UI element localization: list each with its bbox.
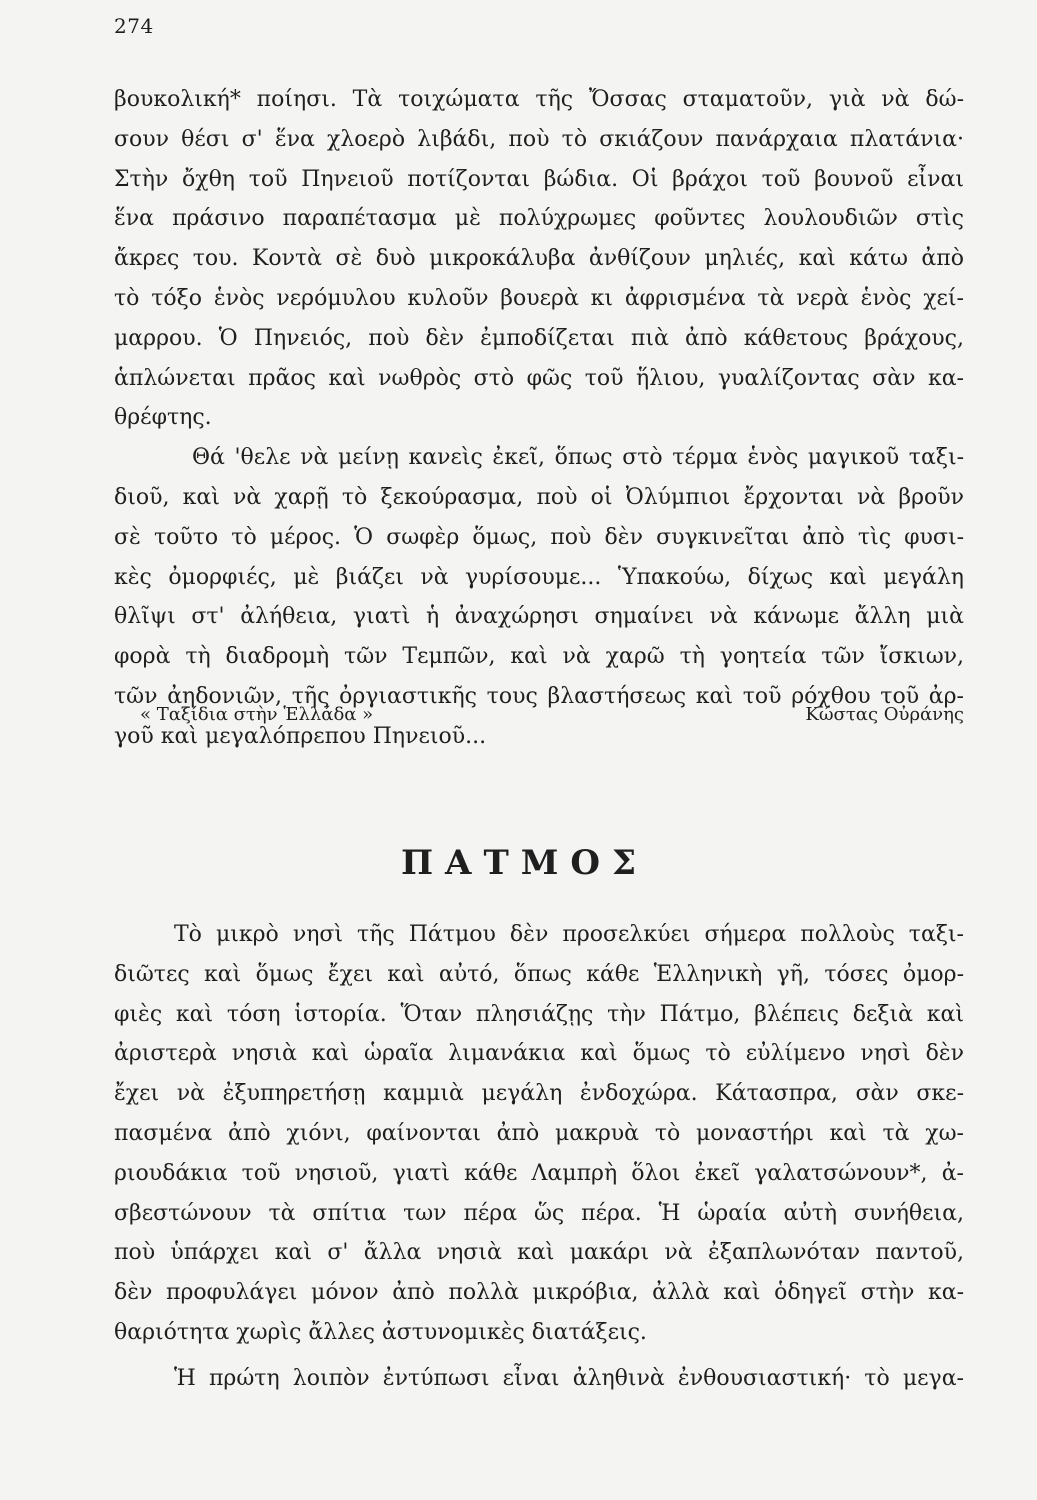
text-line: διῶτες καὶ ὅμως ἔχει καὶ αὐτό, ὅπως κάθε Ἑλληνικὴ γῆ, τόσες ὀμορ- [114,961,964,987]
text-line: γοῦ καὶ μεγαλόπρεπου Πηνειοῦ... [114,723,487,749]
attribution-author: Κώστας Οὐράνης [805,704,964,725]
text-line: πασμένα ἀπὸ χιόνι, φαίνονται ἀπὸ μακρυὰ τὸ μοναστήρι καὶ τὰ χω- [114,1120,964,1146]
text-line: ποὺ ὑπάρχει καὶ σ' ἄλλα νησιὰ καὶ μακάρι νὰ ἐξαπλωνόταν παντοῦ, [114,1240,964,1266]
text-line: δὲν προφυλάγει μόνον ἀπὸ πολλὰ μικρόβια, ἀλλὰ καὶ ὁδηγεῖ στὴν κα- [114,1280,964,1306]
text-line: τὸ τόξο ἑνὸς νερόμυλου κυλοῦν βουερὰ κι ἀφρισμένα τὰ νερὰ ἑνὸς χεί- [114,285,964,311]
text-line: φορὰ τὴ διαδρομὴ τῶν Τεμπῶν, καὶ νὰ χαρῶ τὴ γοητεία τῶν ἴσκιων, [114,644,964,670]
text-line: βουκολική* ποίησι. Τὰ τοιχώματα τῆς Ὄσσας σταματοῦν, γιὰ νὰ δώ- [114,87,964,112]
attribution-source: « Ταξίδια στὴν Ἑλλάδα » [140,704,374,725]
text-line: Τὸ μικρὸ νησὶ τῆς Πάτμου δὲν προσελκύει σήμερα πολλοὺς ταξι- [174,922,964,947]
text-line: θλῖψι στ' ἀλήθεια, γιατὶ ἡ ἀναχώρησι σημαίνει νὰ κάνωμε ἄλλη μιὰ [114,604,964,630]
section-1-text [114,80,964,757]
text-line: θαριότητα χωρὶς ἄλλες ἀστυνομικὲς διατάξεις. [114,1319,647,1345]
text-line: φιὲς καὶ τόση ἱστορία. Ὅταν πλησιάζῃς τὴν Πάτμο, βλέπεις δεξιὰ καὶ [114,1001,964,1027]
text-line: Ἡ πρώτη λοιπὸν ἐντύπωσι εἶναι ἀληθινὰ ἐνθουσιαστική· τὸ μεγα- [174,1365,964,1391]
text-line: μαρρου. Ὁ Πηνειός, ποὺ δὲν ἐμποδίζεται πιὰ ἀπὸ κάθετους βράχους, [114,325,964,351]
page-number: 274 [114,14,154,38]
text-line: ἕνα πράσινο παραπέτασμα μὲ πολύχρωμες φοῦντες λουλουδιῶν στὶς [114,206,964,232]
text-line: ἄκρες του. Κοντὰ σὲ δυὸ μικροκάλυβα ἀνθίζουν μηλιές, καὶ κάτω ἀπὸ [114,246,964,272]
text-line: ριουδάκια τοῦ νησιοῦ, γιατὶ κάθε Λαμπρὴ ὅλοι ἐκεῖ γαλατσώνουν*, ἀ- [114,1160,964,1186]
text-line: Θά 'θελε νὰ μείνῃ κανεὶς ἐκεῖ, ὅπως στὸ τέρμα ἑνὸς μαγικοῦ ταξι- [192,445,964,471]
text-line: ἔχει νὰ ἐξυπηρετήσῃ καμμιὰ μεγάλη ἐνδοχώρα. Κάτασπρα, σὰν σκε- [114,1081,964,1107]
text-line: σουν θέσι σ' ἕνα χλοερὸ λιβάδι, ποὺ τὸ σκιάζουν πανάρχαια πλατάνια· [114,126,964,152]
attribution [140,704,964,725]
section-title: ΠΑΤΜΟΣ [400,843,649,883]
text-line: κὲς ὀμορφιές, μὲ βιάζει νὰ γυρίσουμε... Ὑπακούω, δίχως καὶ μεγάλη [114,564,964,590]
text-line: διοῦ, καὶ νὰ χαρῇ τὸ ξεκούρασμα, ποὺ οἱ Ὀλύμπιοι ἔρχονται νὰ βροῦν [114,484,964,510]
text-line: τῶν ἀηδονιῶν, τῆς ὀργιαστικῆς τους βλαστήσεως καὶ τοῦ ρόχθου τοῦ ἀρ- [114,683,964,709]
text-line: Στὴν ὄχθη τοῦ Πηνειοῦ ποτίζονται βώδια. Οἱ βράχοι τοῦ βουνοῦ εἶναι [114,166,964,192]
text-line: ἀριστερὰ νησιὰ καὶ ὡραῖα λιμανάκια καὶ ὅμως τὸ εὐλίμενο νησὶ δὲν [114,1041,964,1067]
section-2-text [114,915,964,1399]
text-line: σὲ τοῦτο τὸ μέρος. Ὁ σωφὲρ ὅμως, ποὺ δὲν συγκινεῖται ἀπὸ τὶς φυσι- [114,524,964,550]
text-line: θρέφτης. [114,405,212,431]
text-line: ἁπλώνεται πρᾶος καὶ νωθρὸς στὸ φῶς τοῦ ἥλιου, γυαλίζοντας σὰν κα- [114,365,964,391]
text-line: σβεστώνουν τὰ σπίτια των πέρα ὥς πέρα. Ἡ ὡραία αὐτὴ συνήθεια, [114,1200,964,1226]
